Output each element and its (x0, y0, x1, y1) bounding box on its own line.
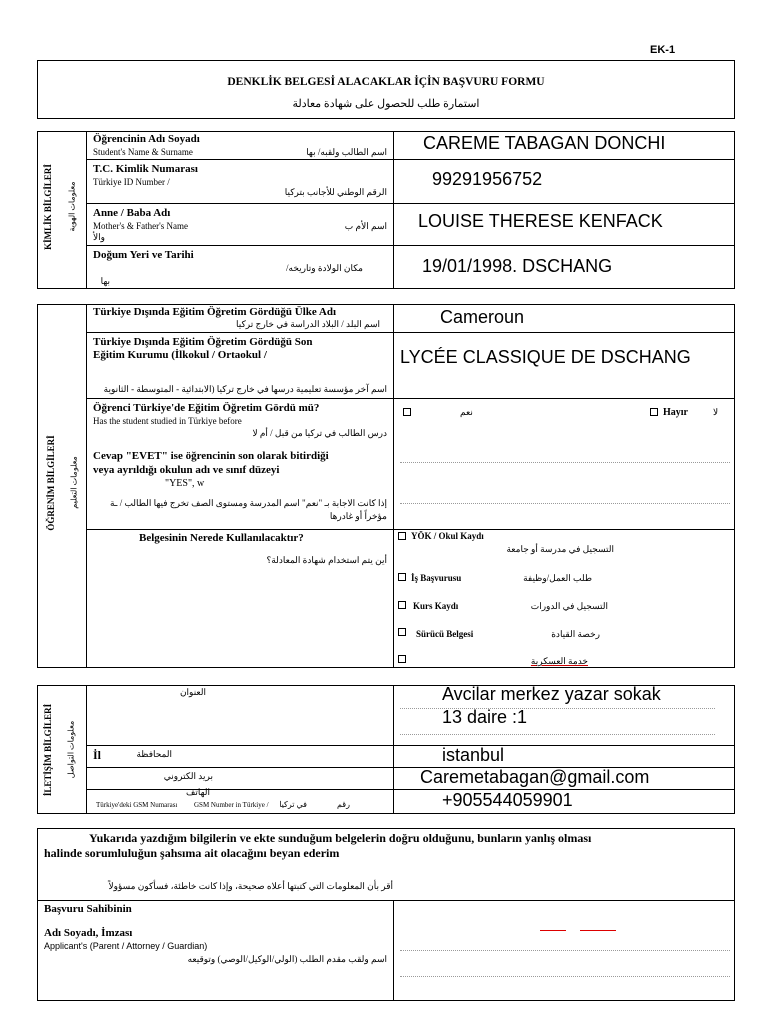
option-course-arabic: التسجيل في الدورات (530, 601, 608, 611)
tc-id-arabic: الرقم الوطني للأجانب بتركيا (284, 187, 387, 197)
option-license-label: Sürücü Belgesi (416, 629, 474, 639)
country-label: Türkiye Dışında Eğitim Öğretim Gördüğü Ülke Adı (93, 306, 337, 318)
address-value-line2[interactable]: 13 daire :1 (442, 707, 528, 727)
student-name-arabic: اسم الطالب ولقبه/ بها (306, 147, 387, 157)
phone-arabic: الهاتف (186, 787, 210, 797)
if-yes-arabic-line2: مؤخراً أو غادرها (329, 511, 387, 521)
tc-id-label: T.C. Kimlik Numarası (93, 163, 198, 175)
applicant-name-line[interactable] (400, 950, 730, 951)
phone-sublabel-3: في تركيا (279, 800, 307, 809)
student-name-sublabel: Student's Name & Surname (93, 147, 193, 157)
school-value[interactable]: LYCÉE CLASSIQUE DE DSCHANG (400, 347, 691, 367)
if-yes-label-line2: veya ayrıldığı okulun adı ve sınıf düzeyi (93, 464, 280, 476)
signature-mark-1 (540, 930, 566, 931)
studied-in-turkey-arabic: درس الطالب في تركيا من قبل / أم لا (252, 428, 387, 438)
form-title-arabic: استمارة طلب للحصول على شهادة معادلة (292, 98, 480, 110)
declaration-text-line2: halinde sorumluluğun şahsıma ait olacağını beyan ederim (44, 846, 340, 860)
studied-in-turkey-sublabel: Has the student studied in Türkiye before (93, 416, 242, 426)
parents-arabic: اسم الأم ب (344, 221, 387, 231)
no-checkbox[interactable] (650, 408, 658, 416)
education-section-label-arabic: معلومات التعليم (69, 456, 79, 509)
if-yes-label-line1: Cevap "EVET" ise öğrencinin son olarak bitirdiği (93, 450, 329, 462)
declaration-text-line1: Yukarıda yazdığım bilgilerin ve ekte sunduğum belgelerin doğru olduğunu, bunların yanlış olması (89, 831, 592, 845)
student-name-value[interactable]: CAREME TABAGAN DONCHI (423, 133, 666, 153)
applicant-signature-line[interactable] (400, 976, 730, 977)
option-yok-checkbox[interactable] (398, 532, 406, 540)
option-license-arabic: رخصة القيادة (551, 629, 600, 639)
phone-sublabel-1: Türkiye'deki GSM Numarası (96, 801, 178, 809)
option-job-label: İş Başvurusu (411, 573, 462, 583)
phone-value[interactable]: +905544059901 (442, 790, 573, 810)
parents-sublabel-2: والأ (93, 232, 105, 242)
phone-sublabel-2: GSM Number in Türkiye / (194, 801, 269, 809)
usage-arabic: أين يتم استخدام شهادة المعادلة؟ (266, 555, 387, 565)
applicant-label-line1: Başvuru Sahibinin (44, 903, 132, 915)
birth-label: Doğum Yeri ve Tarihi (93, 249, 194, 261)
declaration-arabic: أقر بأن المعلومات التي كتبتها أعلاه صحيحة، وإذا كانت خاطئة، فسأكون مسؤولاً (108, 881, 393, 891)
parents-label: Anne / Baba Adı (93, 207, 171, 219)
education-section-label: ÖĞRENİM BİLGİLERİ (46, 435, 56, 531)
tc-id-value[interactable]: 99291956752 (432, 169, 543, 189)
option-course-checkbox[interactable] (398, 601, 406, 609)
parents-value[interactable]: LOUISE THERESE KENFACK (418, 211, 663, 231)
address-value-line1[interactable]: Avcilar merkez yazar sokak (442, 684, 661, 704)
option-military-checkbox[interactable] (398, 655, 406, 663)
email-value[interactable]: Caremetabagan@gmail.com (420, 767, 650, 787)
country-value[interactable]: Cameroun (440, 307, 525, 327)
document-code: EK-1 (650, 44, 676, 56)
option-license-checkbox[interactable] (398, 628, 406, 636)
city-value[interactable]: istanbul (442, 745, 505, 765)
birth-value[interactable]: 19/01/1998. DSCHANG (422, 256, 613, 276)
if-yes-answer-line-2[interactable] (400, 503, 730, 504)
applicant-sublabel: Applicant's (Parent / Attorney / Guardian) (44, 941, 208, 951)
city-arabic: المحافظة (136, 749, 172, 759)
city-label: İl (93, 748, 102, 762)
student-name-label: Öğrencinin Adı Soyadı (93, 133, 200, 145)
identity-section-label-arabic: معلومات الهوية (67, 181, 77, 232)
school-label-line1: Türkiye Dışında Eğitim Öğretim Gördüğü Son (93, 336, 313, 348)
identity-section-label: KİMLİK BİLGİLERİ (43, 164, 53, 250)
email-arabic: بريد الكتروني (163, 771, 213, 781)
yes-label-arabic: نعم (460, 407, 473, 417)
birth-arabic-2: بها (100, 276, 110, 286)
option-yok-arabic: التسجيل في مدرسة أو جامعة (506, 544, 614, 554)
option-military-arabic: خدمة العسكرية (530, 656, 588, 666)
no-label: Hayır (663, 407, 688, 418)
phone-sublabel-4: رقم (336, 800, 350, 809)
parents-sublabel: Mother's & Father's Name (93, 221, 188, 231)
school-label-line2: Eğitim Kurumu (İlkokul / Ortaokul / (93, 349, 267, 361)
school-arabic: اسم آخر مؤسسة تعليمية درسها في خارج تركيا (الابتدائية - المتوسطة - الثانوية (103, 384, 387, 394)
signature-mark-2 (580, 930, 616, 931)
if-yes-answer-line-1[interactable] (400, 462, 730, 463)
tc-id-sublabel: Türkiye ID Number / (93, 177, 170, 187)
address-arabic: العنوان (179, 687, 206, 697)
studied-in-turkey-label: Öğrenci Türkiye'de Eğitim Öğretim Gördü mü? (93, 402, 320, 414)
option-job-checkbox[interactable] (398, 573, 406, 581)
country-arabic: اسم البلد / البلاد الدراسة في خارج تركيا (236, 319, 380, 329)
no-label-arabic: لا (713, 407, 719, 417)
if-yes-arabic-line1: إذا كانت الاجابة بـ "نعم" اسم المدرسة ومستوى الصف تخرج فيها الطالب / ـة (109, 498, 387, 508)
birth-arabic: مكان الولادة وتاريخه/ (286, 263, 363, 273)
if-yes-label-line3: "YES", w (165, 478, 205, 489)
yes-checkbox[interactable] (403, 408, 411, 416)
form-title: DENKLİK BELGESİ ALACAKLAR İÇİN BAŞVURU FORMU (227, 76, 545, 88)
applicant-label-line2: Adı Soyadı, İmzası (44, 927, 133, 939)
usage-label: Belgesinin Nerede Kullanılacaktır? (139, 532, 304, 544)
option-job-arabic: طلب العمل/وظيفة (523, 573, 592, 583)
contact-section-label-arabic: معلومات التواصل (66, 720, 76, 779)
form-header (37, 60, 735, 119)
option-course-label: Kurs Kaydı (413, 601, 459, 611)
option-yok-label: YÖK / Okul Kaydı (411, 531, 484, 541)
contact-section-label: İLETİŞİM BİLGİLERİ (43, 703, 53, 797)
applicant-arabic: اسم ولقب مقدم الطلب (الولي/الوكيل/الوصي) وتوقيعه (187, 954, 387, 964)
